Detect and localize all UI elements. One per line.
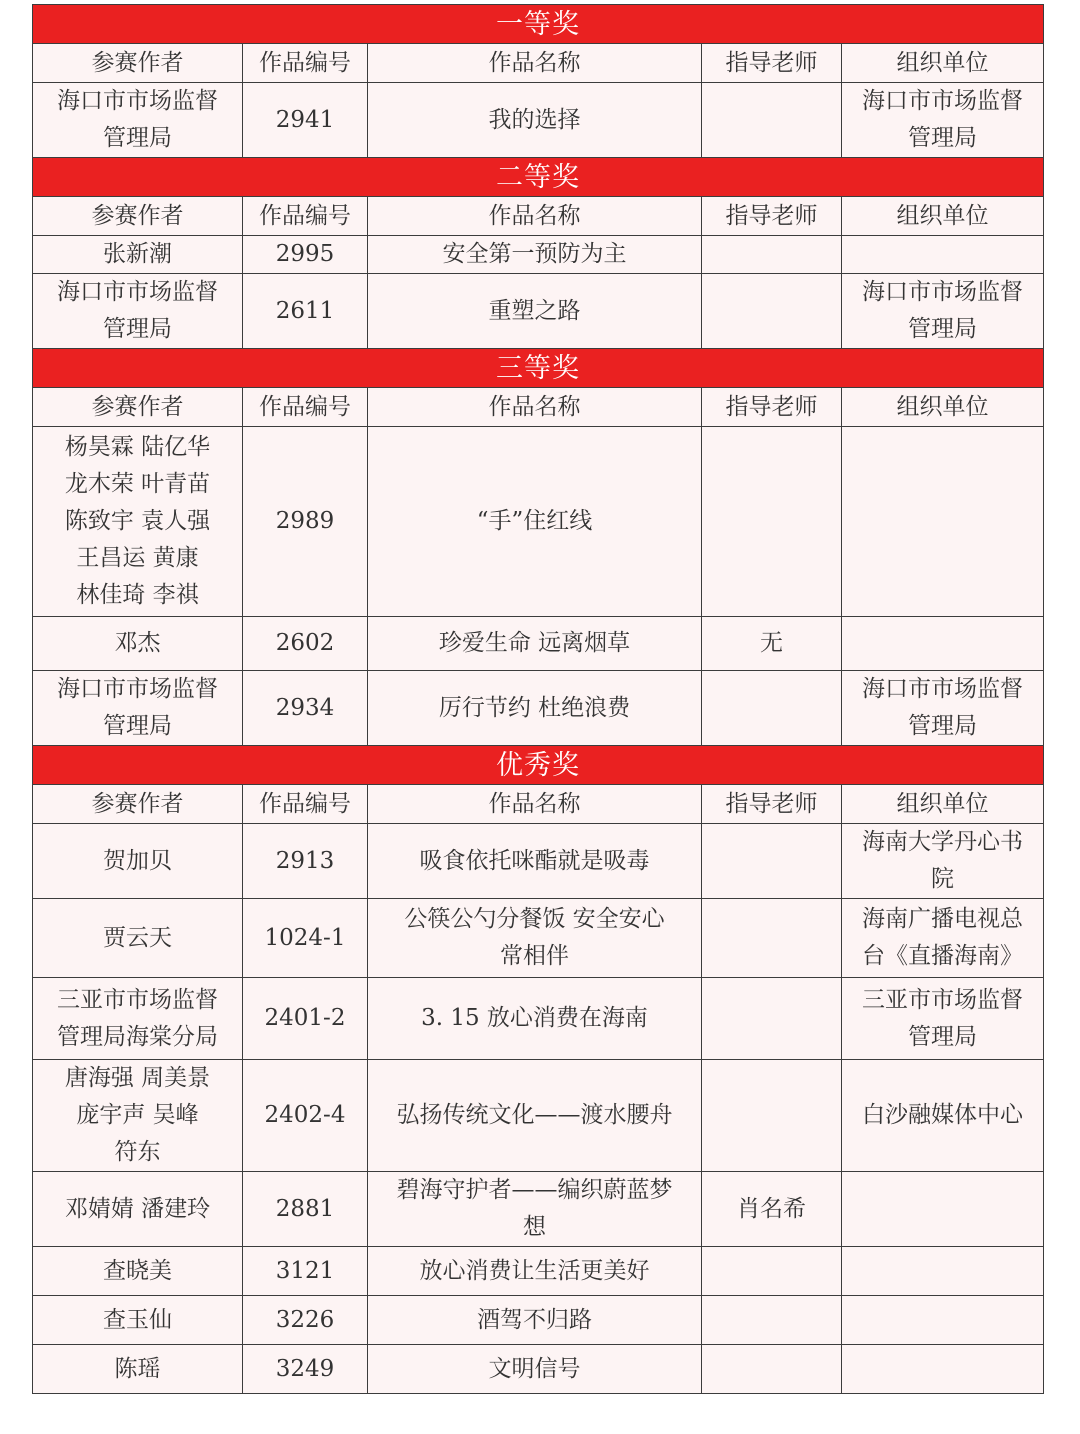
- advisor-cell: [702, 1247, 842, 1296]
- organization-cell: 海口市市场监督 管理局: [842, 274, 1044, 349]
- advisor-cell: [702, 824, 842, 899]
- author-cell: 贺加贝: [33, 824, 243, 899]
- column-header-work-title: 作品名称: [368, 197, 702, 236]
- work-title-cell: 放心消费让生活更美好: [368, 1247, 702, 1296]
- organization-cell: [842, 1296, 1044, 1345]
- advisor-cell: 无: [702, 617, 842, 671]
- advisor-cell: [702, 1345, 842, 1394]
- second-prize-title: 二等奖: [33, 158, 1044, 197]
- column-header-work-number: 作品编号: [243, 197, 368, 236]
- table-row: [33, 83, 1044, 158]
- work-title-cell: 厉行节约 杜绝浪费: [368, 671, 702, 746]
- organization-cell: 白沙融媒体中心: [842, 1060, 1044, 1172]
- organization-cell: [842, 427, 1044, 617]
- third-prize-header-row: [33, 388, 1044, 427]
- advisor-cell: [702, 899, 842, 978]
- work-title-cell: 公筷公勺分餐饭 安全安心 常相伴: [368, 899, 702, 978]
- work-title-cell: 我的选择: [368, 83, 702, 158]
- work-title-cell: 碧海守护者——编织蔚蓝梦 想: [368, 1172, 702, 1247]
- column-header-work-number: 作品编号: [243, 388, 368, 427]
- table-row: [33, 1296, 1044, 1345]
- second-prize-banner: [33, 158, 1044, 197]
- column-header-organization: 组织单位: [842, 44, 1044, 83]
- author-cell: 邓婧婧 潘建玲: [33, 1172, 243, 1247]
- advisor-cell: [702, 1296, 842, 1345]
- work-title-cell: “手”住红线: [368, 427, 702, 617]
- work-title-cell: 珍爱生命 远离烟草: [368, 617, 702, 671]
- table-row: [33, 617, 1044, 671]
- table-row: [33, 978, 1044, 1060]
- work-number-cell: 2881: [243, 1172, 368, 1247]
- work-title-cell: 重塑之路: [368, 274, 702, 349]
- work-number-cell: 3226: [243, 1296, 368, 1345]
- column-header-work-title: 作品名称: [368, 44, 702, 83]
- excellence-prize-header-row: [33, 785, 1044, 824]
- table-row: [33, 274, 1044, 349]
- first-prize-title: 一等奖: [33, 5, 1044, 44]
- author-cell: 查晓美: [33, 1247, 243, 1296]
- work-number-cell: 2602: [243, 617, 368, 671]
- work-number-cell: 2989: [243, 427, 368, 617]
- column-header-author: 参赛作者: [33, 785, 243, 824]
- organization-cell: 海口市市场监督 管理局: [842, 671, 1044, 746]
- organization-cell: [842, 1172, 1044, 1247]
- organization-cell: [842, 236, 1044, 274]
- organization-cell: 三亚市市场监督 管理局: [842, 978, 1044, 1060]
- advisor-cell: [702, 1060, 842, 1172]
- second-prize-header-row: [33, 197, 1044, 236]
- author-cell: 三亚市市场监督 管理局海棠分局: [33, 978, 243, 1060]
- advisor-cell: [702, 274, 842, 349]
- advisor-cell: [702, 83, 842, 158]
- work-number-cell: 3121: [243, 1247, 368, 1296]
- work-title-cell: 酒驾不归路: [368, 1296, 702, 1345]
- work-number-cell: 2934: [243, 671, 368, 746]
- work-title-cell: 弘扬传统文化——渡水腰舟: [368, 1060, 702, 1172]
- author-cell: 唐海强 周美景 庞宇声 吴峰 符东: [33, 1060, 243, 1172]
- author-cell: 邓杰: [33, 617, 243, 671]
- author-cell: 张新潮: [33, 236, 243, 274]
- organization-cell: 海南广播电视总 台《直播海南》: [842, 899, 1044, 978]
- column-header-work-number: 作品编号: [243, 44, 368, 83]
- first-prize-banner: [33, 5, 1044, 44]
- table-row: [33, 1247, 1044, 1296]
- author-cell: 杨昊霖 陆亿华 龙木荣 叶青苗 陈致宇 袁人强 王昌运 黄康 林佳琦 李祺: [33, 427, 243, 617]
- table-row: [33, 236, 1044, 274]
- work-number-cell: 2611: [243, 274, 368, 349]
- advisor-cell: 肖名希: [702, 1172, 842, 1247]
- table-row: [33, 824, 1044, 899]
- first-prize-header-row: [33, 44, 1044, 83]
- work-title-cell: 吸食依托咪酯就是吸毒: [368, 824, 702, 899]
- table-row: [33, 427, 1044, 617]
- work-number-cell: 2995: [243, 236, 368, 274]
- award-table: [32, 4, 1044, 1394]
- organization-cell: 海南大学丹心书 院: [842, 824, 1044, 899]
- table-row: [33, 1172, 1044, 1247]
- advisor-cell: [702, 671, 842, 746]
- work-number-cell: 1024-1: [243, 899, 368, 978]
- author-cell: 海口市市场监督 管理局: [33, 274, 243, 349]
- work-number-cell: 2941: [243, 83, 368, 158]
- column-header-advisor: 指导老师: [702, 197, 842, 236]
- organization-cell: [842, 1345, 1044, 1394]
- column-header-work-number: 作品编号: [243, 785, 368, 824]
- column-header-organization: 组织单位: [842, 388, 1044, 427]
- column-header-author: 参赛作者: [33, 44, 243, 83]
- author-cell: 贾云天: [33, 899, 243, 978]
- work-title-cell: 文明信号: [368, 1345, 702, 1394]
- column-header-advisor: 指导老师: [702, 785, 842, 824]
- column-header-author: 参赛作者: [33, 388, 243, 427]
- work-title-cell: 安全第一预防为主: [368, 236, 702, 274]
- table-row: [33, 1060, 1044, 1172]
- author-cell: 海口市市场监督 管理局: [33, 83, 243, 158]
- advisor-cell: [702, 427, 842, 617]
- advisor-cell: [702, 978, 842, 1060]
- organization-cell: [842, 1247, 1044, 1296]
- third-prize-banner: [33, 349, 1044, 388]
- work-title-cell: 3. 15 放心消费在海南: [368, 978, 702, 1060]
- work-number-cell: 2913: [243, 824, 368, 899]
- column-header-advisor: 指导老师: [702, 388, 842, 427]
- column-header-advisor: 指导老师: [702, 44, 842, 83]
- column-header-work-title: 作品名称: [368, 388, 702, 427]
- advisor-cell: [702, 236, 842, 274]
- author-cell: 海口市市场监督 管理局: [33, 671, 243, 746]
- author-cell: 陈瑶: [33, 1345, 243, 1394]
- table-row: [33, 899, 1044, 978]
- table-row: [33, 671, 1044, 746]
- organization-cell: [842, 617, 1044, 671]
- excellence-prize-title: 优秀奖: [33, 746, 1044, 785]
- excellence-prize-banner: [33, 746, 1044, 785]
- organization-cell: 海口市市场监督 管理局: [842, 83, 1044, 158]
- work-number-cell: 2401-2: [243, 978, 368, 1060]
- column-header-author: 参赛作者: [33, 197, 243, 236]
- third-prize-title: 三等奖: [33, 349, 1044, 388]
- table-row: [33, 1345, 1044, 1394]
- work-number-cell: 2402-4: [243, 1060, 368, 1172]
- column-header-organization: 组织单位: [842, 197, 1044, 236]
- column-header-organization: 组织单位: [842, 785, 1044, 824]
- author-cell: 查玉仙: [33, 1296, 243, 1345]
- work-number-cell: 3249: [243, 1345, 368, 1394]
- column-header-work-title: 作品名称: [368, 785, 702, 824]
